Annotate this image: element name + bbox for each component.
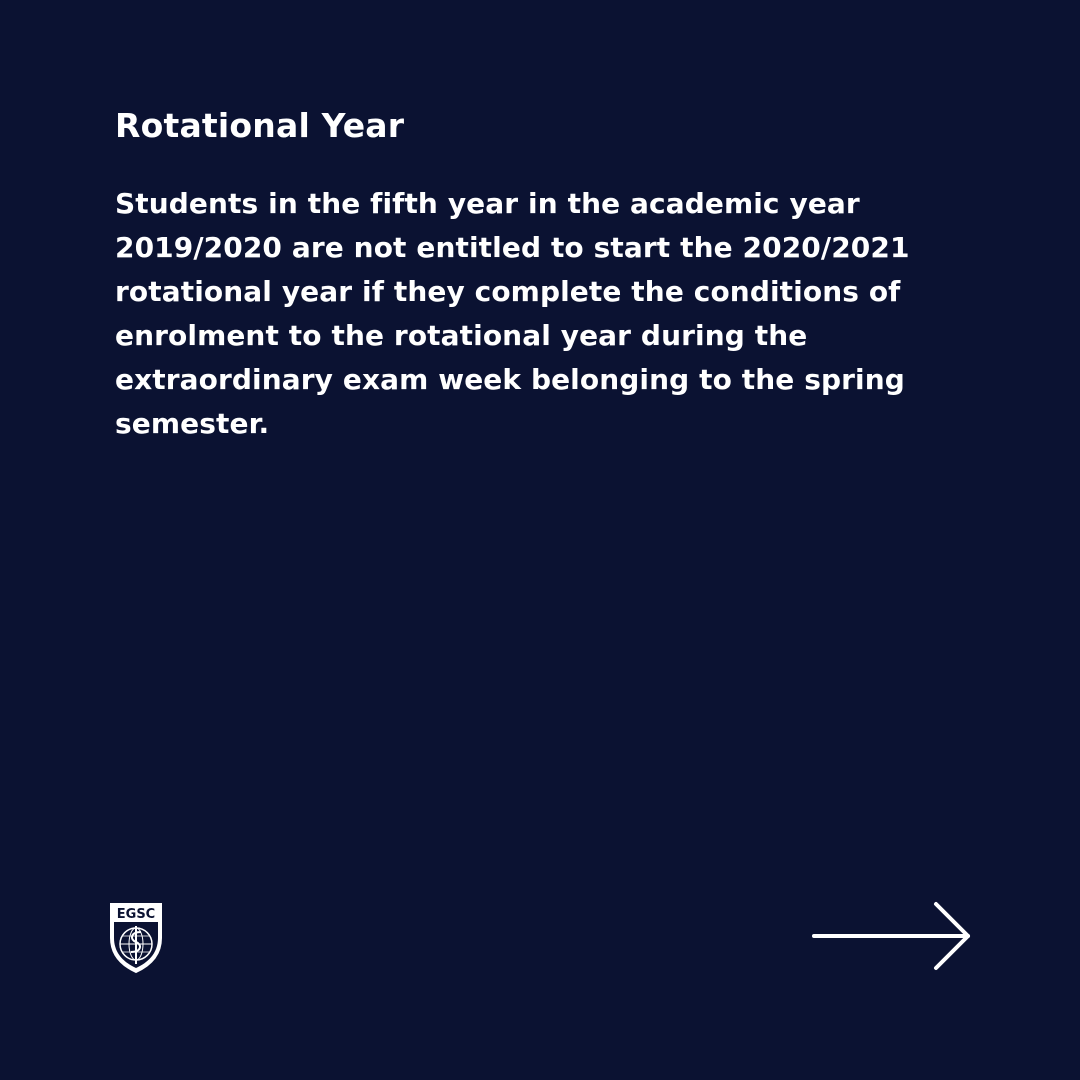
arrow-right-icon[interactable] [810,898,976,976]
egsc-shield-logo [108,902,164,974]
logo-text: EGSC [116,907,156,922]
slide-title: Rotational Year [115,106,405,145]
slide-body-text: Students in the fifth year in the academic year 2019/2020 are not entitled to start the 2020/2021 rotational year if they complete the conditions of enrolment to the rotational year during the extraordinary exam week belonging to the spring semester. [115,187,910,440]
